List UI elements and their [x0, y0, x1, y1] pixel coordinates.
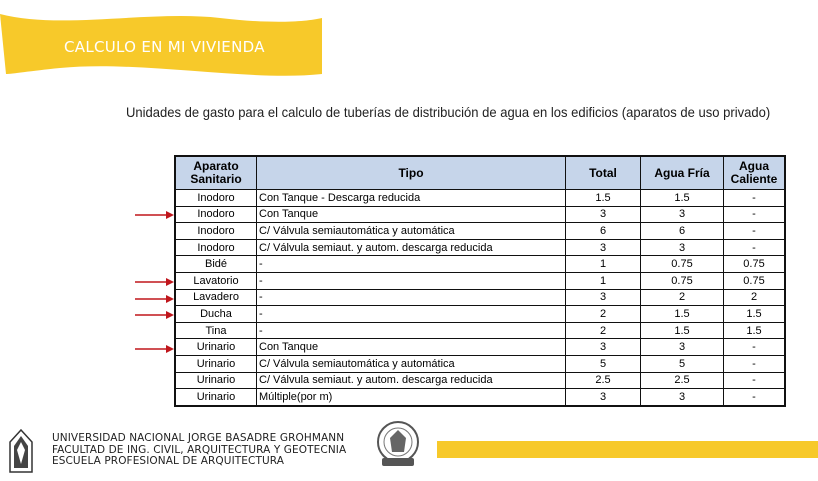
- cell-tipo: -: [257, 306, 566, 323]
- footer-line-school: ESCUELA PROFESIONAL DE ARQUITECTURA: [52, 455, 284, 467]
- cell-tipo: C/ Válvula semiautomática y automática: [257, 223, 566, 240]
- cell-agua-fria: 2: [641, 289, 724, 306]
- footer-line-faculty: FACULTAD DE ING. CIVIL, ARQUITECTURA Y GEOTECNIA: [52, 443, 347, 456]
- cell-total: 3: [566, 289, 641, 306]
- cell-total: 2: [566, 306, 641, 323]
- table-row: [175, 206, 785, 223]
- cell-agua-fria: 2.5: [641, 372, 724, 389]
- cell-agua-caliente: 2: [724, 289, 786, 306]
- table-row: [175, 223, 785, 240]
- cell-agua-caliente: -: [724, 206, 786, 223]
- cell-agua-caliente: -: [724, 355, 786, 372]
- table-row: [175, 289, 785, 306]
- cell-aparato: Urinario: [175, 339, 257, 356]
- cell-tipo: Múltiple(por m): [257, 389, 566, 406]
- cell-aparato: Ducha: [175, 306, 257, 323]
- cell-agua-caliente: 1.5: [724, 322, 786, 339]
- cell-aparato: Urinario: [175, 372, 257, 389]
- table-row: [175, 239, 785, 256]
- table-row: [175, 306, 785, 323]
- pointer-arrow-icon: [135, 278, 175, 286]
- cell-total: 3: [566, 239, 641, 256]
- cell-tipo: C/ Válvula semiautomática y automática: [257, 355, 566, 372]
- cell-tipo: Con Tanque - Descarga reducida: [257, 190, 566, 207]
- cell-total: 2: [566, 322, 641, 339]
- cell-agua-fria: 3: [641, 339, 724, 356]
- cell-agua-caliente: -: [724, 223, 786, 240]
- table-row: [175, 372, 785, 389]
- unidades-gasto-table: [174, 155, 786, 407]
- cell-agua-caliente: 0.75: [724, 256, 786, 273]
- table-row: [175, 339, 785, 356]
- header-total: Total: [566, 156, 641, 190]
- cell-agua-fria: 1.5: [641, 306, 724, 323]
- table-row: [175, 272, 785, 289]
- cell-total: 1: [566, 256, 641, 273]
- cell-total: 3: [566, 339, 641, 356]
- cell-aparato: Inodoro: [175, 206, 257, 223]
- table-row: [175, 256, 785, 273]
- cell-total: 6: [566, 223, 641, 240]
- cell-agua-caliente: 0.75: [724, 272, 786, 289]
- cell-tipo: -: [257, 322, 566, 339]
- footer-line-university: UNIVERSIDAD NACIONAL JORGE BASADRE GROHMANN: [52, 432, 345, 444]
- table-row: [175, 190, 785, 207]
- cell-aparato: Urinario: [175, 389, 257, 406]
- cell-agua-caliente: -: [724, 190, 786, 207]
- cell-tipo: Con Tanque: [257, 206, 566, 223]
- table-header-row: [175, 156, 785, 190]
- cell-agua-caliente: -: [724, 372, 786, 389]
- pointer-arrow-icon: [135, 345, 175, 353]
- header-aparato: Aparato Sanitario: [175, 156, 257, 190]
- cell-agua-caliente: -: [724, 389, 786, 406]
- cell-aparato: Lavatorio: [175, 272, 257, 289]
- cell-aparato: Tina: [175, 322, 257, 339]
- cell-tipo: -: [257, 289, 566, 306]
- cell-tipo: C/ Válvula semiaut. y autom. descarga reducida: [257, 239, 566, 256]
- pointer-arrow-icon: [135, 311, 175, 319]
- cell-total: 1.5: [566, 190, 641, 207]
- cell-aparato: Inodoro: [175, 239, 257, 256]
- cell-aparato: Urinario: [175, 355, 257, 372]
- cell-tipo: Con Tanque: [257, 339, 566, 356]
- cell-aparato: Inodoro: [175, 190, 257, 207]
- table-row: [175, 322, 785, 339]
- cell-agua-fria: 1.5: [641, 190, 724, 207]
- cell-agua-fria: 0.75: [641, 256, 724, 273]
- table-caption: Unidades de gasto para el calculo de tuberías de distribución de agua en los edificios (aparatos de uso privado): [126, 104, 771, 120]
- cell-agua-caliente: -: [724, 239, 786, 256]
- university-emblem-icon: [8, 428, 34, 474]
- cell-tipo: -: [257, 256, 566, 273]
- cell-agua-fria: 6: [641, 223, 724, 240]
- cell-agua-fria: 1.5: [641, 322, 724, 339]
- cell-agua-fria: 5: [641, 355, 724, 372]
- cell-agua-fria: 3: [641, 206, 724, 223]
- cell-aparato: Inodoro: [175, 223, 257, 240]
- cell-agua-fria: 0.75: [641, 272, 724, 289]
- cell-tipo: -: [257, 272, 566, 289]
- pointer-arrow-icon: [135, 295, 175, 303]
- cell-aparato: Bidé: [175, 256, 257, 273]
- cell-agua-fria: 3: [641, 389, 724, 406]
- banner-title: CALCULO EN MI VIVIENDA: [64, 38, 265, 56]
- table-row: [175, 355, 785, 372]
- cell-tipo: C/ Válvula semiaut. y autom. descarga reducida: [257, 372, 566, 389]
- cell-aparato: Lavadero: [175, 289, 257, 306]
- cell-total: 3: [566, 206, 641, 223]
- cell-total: 2.5: [566, 372, 641, 389]
- cell-total: 3: [566, 389, 641, 406]
- footer-accent-bar: [437, 441, 818, 458]
- cell-total: 1: [566, 272, 641, 289]
- header-agua-caliente: Agua Caliente: [724, 156, 786, 190]
- cell-agua-fria: 3: [641, 239, 724, 256]
- cell-total: 5: [566, 355, 641, 372]
- footer-institution: [52, 433, 346, 468]
- table-row: [175, 389, 785, 406]
- cell-agua-caliente: 1.5: [724, 306, 786, 323]
- header-tipo: Tipo: [257, 156, 566, 190]
- university-seal-icon: [376, 418, 420, 470]
- pointer-arrow-icon: [135, 211, 175, 219]
- cell-agua-caliente: -: [724, 339, 786, 356]
- header-agua-fria: Agua Fría: [641, 156, 724, 190]
